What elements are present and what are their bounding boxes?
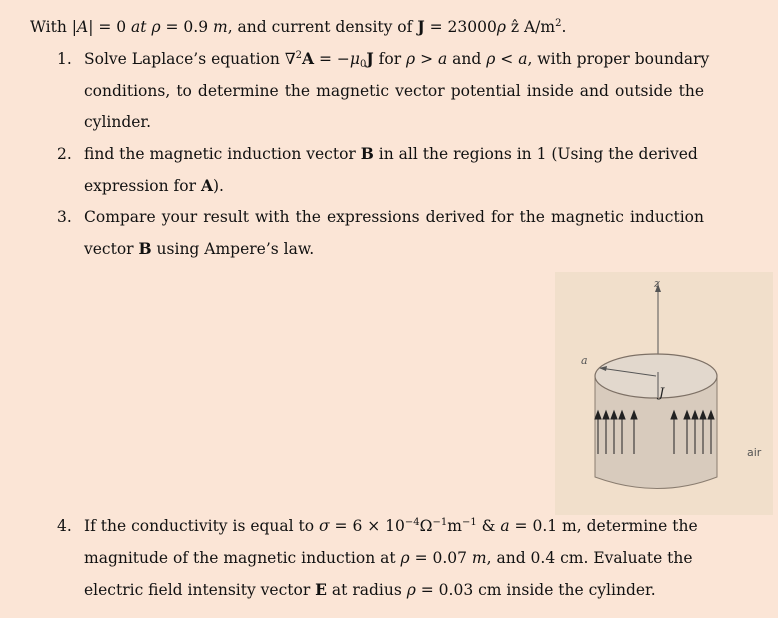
var-sigma: σ [319,517,330,535]
item-text: = 6 × 10 [329,517,405,535]
vector-A: A [302,49,315,68]
cylinder-figure [555,272,773,515]
superscript: 2 [555,18,562,29]
vector-B: B [360,144,374,163]
condition-inside: ρ < a [486,50,528,68]
vector-A: A [200,176,213,195]
item-text: = 0.07 [409,549,472,567]
item-text: = − [314,50,350,68]
item-text: for [373,50,407,68]
item-1-line-3: cylinder. [84,113,152,131]
item-text: = 0.03 cm inside the cylinder. [415,581,656,599]
var-rho: ρ [406,581,416,599]
item-2-line-2 [84,176,224,196]
item-text: using Ampere’s law. [151,240,315,258]
item-1-line-2: conditions, to determine the magnetic vector potential inside and outside the [84,82,704,100]
condition-outside: ρ > a [406,50,448,68]
item-text: at radius [327,581,407,599]
var-rho: ρ [496,18,506,36]
item-number: 4. [57,517,72,535]
item-text: = 0.1 m, determine the [509,517,698,535]
unit-m: m [471,549,487,567]
intro-line [30,17,566,37]
var-mu: μ [349,50,360,68]
vector-E: E [315,580,327,599]
item-text: Solve Laplace’s equation ∇ [84,50,296,68]
intro-text: = 0.9 [160,18,213,36]
item-text: vector [84,240,139,258]
var-rho: ρ [400,549,410,567]
item-number: 1. [57,50,72,68]
item-text: and [447,50,487,68]
var-at-rho: at ρ [131,18,161,36]
radius-label: a [581,354,588,367]
superscript: −1 [461,517,477,528]
item-1-line-1 [84,49,709,69]
item-text: Ω [419,517,433,535]
item-text: , with proper boundary [527,50,710,68]
intro-text: | = 0 [88,18,132,36]
item-2-line-1 [84,144,698,164]
item-text: find the magnetic induction vector [84,145,361,163]
item-3-line-2 [84,239,314,259]
intro-text: ẑ A/m [505,18,556,36]
vector-J: J [417,17,425,36]
var-A: A [76,18,89,36]
unit-m: m [212,18,228,36]
intro-text: With | [30,18,77,36]
item-number: 2. [57,145,72,163]
z-axis-label: z [654,277,660,290]
vector-B: B [138,239,152,258]
superscript: 2 [295,50,303,61]
var-a: a [500,517,510,535]
item-text: electric field intensity vector [84,581,316,599]
item-text: in all the regions in 1 (Using the derived [373,145,698,163]
item-4-line-3 [84,580,656,600]
item-text: ). [212,177,224,195]
current-density-label: J [659,386,665,401]
item-4-line-2 [84,548,693,568]
air-label: air [747,446,762,459]
subscript: 0 [359,59,367,70]
vector-J: J [366,49,374,68]
item-4-line-1 [84,516,698,536]
superscript: −1 [432,517,448,528]
item-text: & [476,517,501,535]
item-text: , and 0.4 cm. Evaluate the [486,549,693,567]
item-number: 3. [57,208,72,226]
item-text: expression for [84,177,201,195]
intro-text: = 23000 [424,18,497,36]
item-text: m [447,517,462,535]
intro-text: . [561,18,567,36]
item-text: magnitude of the magnetic induction at [84,549,401,567]
superscript: −4 [404,517,420,528]
item-text: If the conductivity is equal to [84,517,320,535]
item-3-line-1: Compare your result with the expressions derived for the magnetic induction [84,208,704,226]
intro-text: , and current density of [227,18,418,36]
